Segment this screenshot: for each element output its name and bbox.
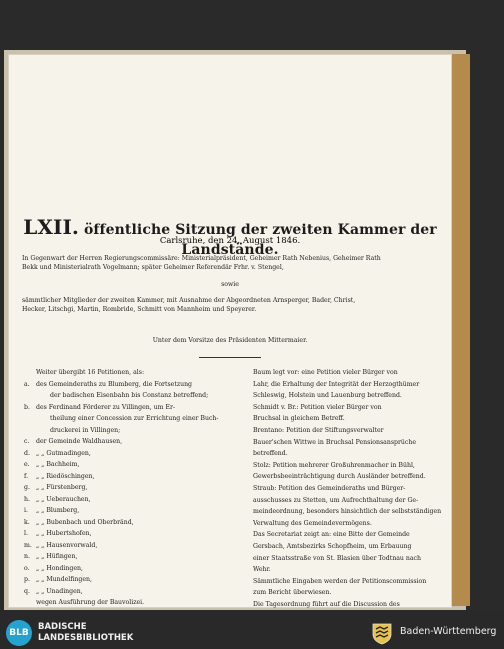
petition-text: der Gemeinde Waldhausen, [36, 438, 123, 445]
petition-text: des Ferdinand Förderer zu Villingen, um Er- [36, 403, 176, 411]
text-line: einer Staatsstraße von St. Blasien über Todtnau nach [253, 554, 421, 562]
text-line: Gewerbsbeeinträchtigung durch Ausländer betreffend. [253, 473, 426, 481]
petition-letter: o. [24, 564, 30, 572]
petition-text: „ „ Hubertshofen, [36, 530, 92, 537]
text-line: Straub: Petition des Gemeinderaths und Bürger- [253, 484, 406, 492]
petition-letter [24, 390, 34, 402]
title-text: öffentliche Sitzung der zweiten Kammer der Landstände. [83, 222, 437, 258]
petition-list-item [24, 390, 227, 402]
petition-list-item [24, 551, 227, 563]
petition-text: der badischen Eisenbahn bis Constanz betreffend; [50, 392, 209, 399]
government-present-line-1: In Gegenwart der Herren Regierungscommissäre: Ministerialpräsident, Geheimer Rath Nebenius, Geheimer Rath [22, 255, 381, 262]
text-line: Schmidt v. Br.: Petition vieler Bürger von [253, 403, 382, 411]
petition-letter: h. [24, 495, 30, 503]
petition-text: „ „ Bubenbach und Oberbränd, [36, 518, 134, 526]
petition-letter: l. [24, 530, 28, 537]
text-line: Baum legt vor: eine Petition vieler Bürger von [253, 369, 398, 376]
petition-list-item [24, 402, 227, 414]
text-line: Bruchsal in gleichem Betreff. [253, 415, 345, 423]
petition-text: „ „ Unadingen, [36, 587, 83, 595]
petition-list-item [24, 597, 227, 609]
petition-list-item [24, 379, 227, 391]
petition-letter: q. [24, 587, 30, 595]
session-date: Carlsruhe, den 24. August 1846. [159, 236, 301, 246]
text-line: Wehr. [253, 566, 271, 574]
petition-letter: a. [24, 380, 30, 388]
petition-text: Weiter übergibt 16 Petitionen, als: [36, 369, 145, 376]
text-line: meindeordnung, besonders hinsichtlich der selbstständigen [253, 508, 442, 516]
petition-letter: k. [24, 518, 30, 526]
petition-letter: d. [24, 449, 30, 457]
petition-letter: f. [24, 472, 29, 480]
section-divider [199, 357, 261, 358]
petition-list-item [24, 494, 227, 506]
petition-text: „ „ Mundelfingen, [36, 576, 92, 583]
petition-list-item [24, 563, 227, 575]
petition-letter: n. [24, 553, 30, 560]
text-line: Gersbach, Amtsbezirks Schopfheim, um Erbauung [253, 542, 412, 550]
petition-text: „ „ Ueberauchen, [36, 495, 91, 503]
petition-letter [24, 367, 34, 379]
petition-list-item [24, 586, 227, 598]
text-line: Bauer'schen Wittwe in Bruchsal Pensionsansprüche [253, 438, 417, 446]
sowie-word: sowie [221, 281, 239, 288]
petition-list-item [24, 471, 227, 483]
text-line: Schleswig, Holstein und Lauenburg betreffend. [253, 392, 402, 400]
petition-letter: p. [24, 576, 30, 583]
petition-list-item [24, 413, 227, 425]
document-page [8, 54, 452, 608]
members-present [22, 296, 438, 314]
petition-text: „ „ Gutmadingen, [36, 449, 91, 457]
text-line: betreffend. [253, 450, 288, 458]
members-line-2: Hecker, Litschgi, Martin, Rombride, Schmitt von Mannheim und Speyerer. [22, 306, 257, 313]
petition-list-item [24, 517, 227, 529]
text-line: Die Tagesordnung führt auf die Discussion des [253, 600, 400, 608]
text-line: Das Secretariat zeigt an: eine Bitte der Gemeinde [253, 531, 410, 539]
petition-letter: i. [24, 507, 28, 514]
footer-bar [0, 610, 504, 649]
petition-list-item [24, 367, 227, 379]
petition-list-item [24, 540, 227, 552]
library-name-line-1: BADISCHE [38, 622, 87, 632]
petition-letter: g. [24, 484, 30, 491]
text-line: Lahr, die Erhaltung der Integrität der Herzogthümer [253, 380, 420, 388]
petition-text: „ „ Hüfingen, [36, 553, 78, 560]
government-present [22, 254, 438, 272]
petition-text: „ „ Fürstenberg, [36, 484, 88, 491]
text-line: Sämmtliche Eingaben werden der Petitionscommission [253, 577, 427, 585]
petition-list-item [24, 436, 227, 448]
library-name[interactable] [38, 622, 133, 644]
petition-letter [24, 413, 34, 425]
petition-text: druckerei in Villingen; [50, 426, 121, 434]
left-column [24, 367, 227, 609]
petition-text: „ „ Hausenvorwald, [36, 541, 98, 549]
petition-list-item [24, 574, 227, 586]
blb-logo[interactable]: BLB [6, 620, 32, 646]
state-name[interactable]: Baden-Württemberg [400, 626, 497, 637]
petition-letter: c. [24, 438, 30, 445]
petition-text: „ „ Bachheim, [36, 461, 80, 468]
petition-letter: e. [24, 461, 30, 468]
government-present-line-2: Bekk und Ministerialrath Vogelmann; später Geheimer Referendär Frhr. v. Stengel, [22, 264, 284, 271]
petition-list-item [24, 528, 227, 540]
text-line: ausschusses zu Stetten, um Aufrechthaltung der Ge- [253, 496, 419, 504]
petition-letter: m. [24, 541, 32, 549]
petition-text: des Gemeinderaths zu Blumberg, die Fortsetzung [36, 380, 193, 388]
petition-text: wegen Ausführung der Bauvolizei. [36, 599, 145, 606]
text-line: zum Bericht überwiesen. [253, 589, 332, 597]
petition-list-item [24, 505, 227, 517]
chair-line: Unter dem Vorsitze des Präsidenten Mittermaier. [152, 337, 308, 344]
petition-text: theilung einer Concession zur Errichtung einer Buch- [50, 415, 219, 422]
petition-list-item [24, 448, 227, 460]
library-name-line-2: LANDESBIBLIOTHEK [38, 633, 134, 643]
text-line: Stolz: Petition mehrerer Großuhrenmacher in Bühl, [253, 461, 415, 469]
text-line: Verwaltung des Gemeindevermögens. [253, 519, 372, 527]
petition-letter [24, 597, 34, 609]
petition-list-item [24, 482, 227, 494]
members-line-1: sämmtlicher Mitglieder der zweiten Kammer, mit Ausnahme der Abgeordneten Arnsperger, Bader, Christ, [22, 297, 356, 304]
petition-list-item [24, 459, 227, 471]
title-number: LXII. [23, 215, 79, 239]
petition-letter [24, 425, 34, 437]
petition-text: „ „ Hondingen, [36, 564, 83, 572]
text-line: Brentano: Petition der Stiftungsverwalter [253, 426, 384, 434]
baden-wuerttemberg-crest-icon [370, 621, 394, 645]
petition-text: „ „ Blumberg, [36, 507, 80, 514]
right-column [253, 367, 444, 610]
petition-letter: b. [24, 403, 30, 411]
petition-text: „ „ Riedöschingen, [36, 472, 95, 480]
petition-list-item [24, 425, 227, 437]
